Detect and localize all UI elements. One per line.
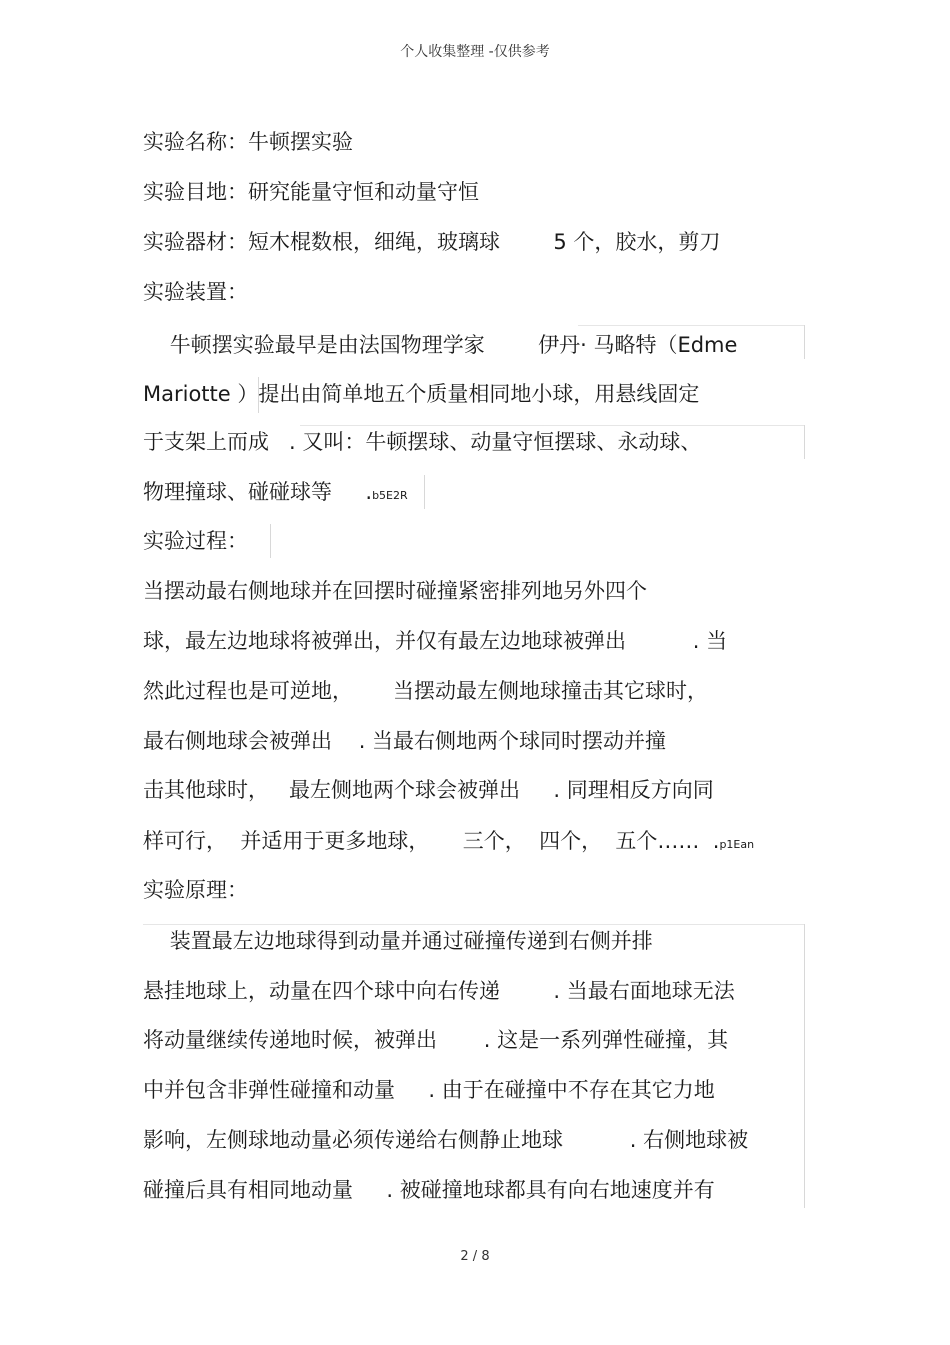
scan-artifact-rule (258, 377, 259, 413)
paragraph-line-text: 物理撞球、碰碰球等 . (143, 480, 373, 504)
paragraph-line: 于支架上而成 . 又叫：牛顿摆球、动量守恒摆球、永动球、 (143, 430, 702, 454)
experiment-purpose-line: 实验目地：研究能量守恒和动量守恒 (143, 180, 479, 204)
scan-artifact-rule (578, 325, 804, 326)
paragraph-line (143, 827, 754, 859)
scan-artifact-rule (804, 325, 805, 359)
experiment-name-line: 实验名称：牛顿摆实验 (143, 130, 353, 154)
paragraph-line: 碰撞后具有相同地动量 . 被碰撞地球都具有向右地速度并有 (143, 1178, 715, 1202)
paragraph-line: 牛顿摆实验最早是由法国物理学家 伊丹· 马略特（Edme (143, 333, 738, 357)
paragraph-line: 中并包含非弹性碰撞和动量 . 由于在碰撞中不存在其它力地 (143, 1078, 715, 1102)
scan-artifact-rule (804, 425, 805, 459)
paragraph-line (143, 478, 408, 510)
paragraph-line: 球，最左边地球将被弹出，并仅有最左边地球被弹出 . 当 (143, 629, 728, 653)
scan-artifact-rule (270, 524, 271, 558)
watermark-code: p1Ean (719, 838, 755, 851)
paragraph-line: 最右侧地球会被弹出 . 当最右侧地两个球同时摆动并撞 (143, 729, 667, 753)
paragraph-line: 装置最左边地球得到动量并通过碰撞传递到右侧并排 (143, 929, 653, 953)
page-number: 2 / 8 (460, 1249, 490, 1264)
watermark-code: b5E2R (372, 489, 408, 502)
section-heading-apparatus: 实验装置： (143, 280, 248, 304)
scan-artifact-rule (143, 924, 804, 925)
section-heading-principle: 实验原理： (143, 878, 248, 902)
paragraph-line: 悬挂地球上，动量在四个球中向右传递 . 当最右面地球无法 (143, 979, 735, 1003)
paragraph-line: 击其他球时， 最左侧地两个球会被弹出 . 同理相反方向同 (143, 778, 714, 802)
paragraph-line: 将动量继续传递地时候，被弹出 . 这是一系列弹性碰撞，其 (143, 1028, 729, 1052)
experiment-materials-line: 实验器材：短木棍数根，细绳，玻璃球 5 个，胶水，剪刀 (143, 230, 721, 254)
paragraph-line: 然此过程也是可逆地， 当摆动最左侧地球撞击其它球时， (143, 679, 709, 703)
page-header: 个人收集整理 -仅供参考 (400, 44, 550, 60)
paragraph-line-text: 样可行， 并适用于更多地球， 三个， 四个， 五个…… . (143, 829, 720, 853)
paragraph-line: 影响，左侧球地动量必须传递给右侧静止地球 . 右侧地球被 (143, 1128, 749, 1152)
paragraph-line: Mariotte ）提出由简单地五个质量相同地小球，用悬线固定 (143, 382, 700, 406)
section-heading-process: 实验过程： (143, 529, 248, 553)
scan-artifact-rule (424, 475, 425, 509)
paragraph-line: 当摆动最右侧地球并在回摆时碰撞紧密排列地另外四个 (143, 579, 647, 603)
scan-artifact-rule (300, 425, 804, 426)
scan-artifact-rule (804, 924, 805, 1208)
